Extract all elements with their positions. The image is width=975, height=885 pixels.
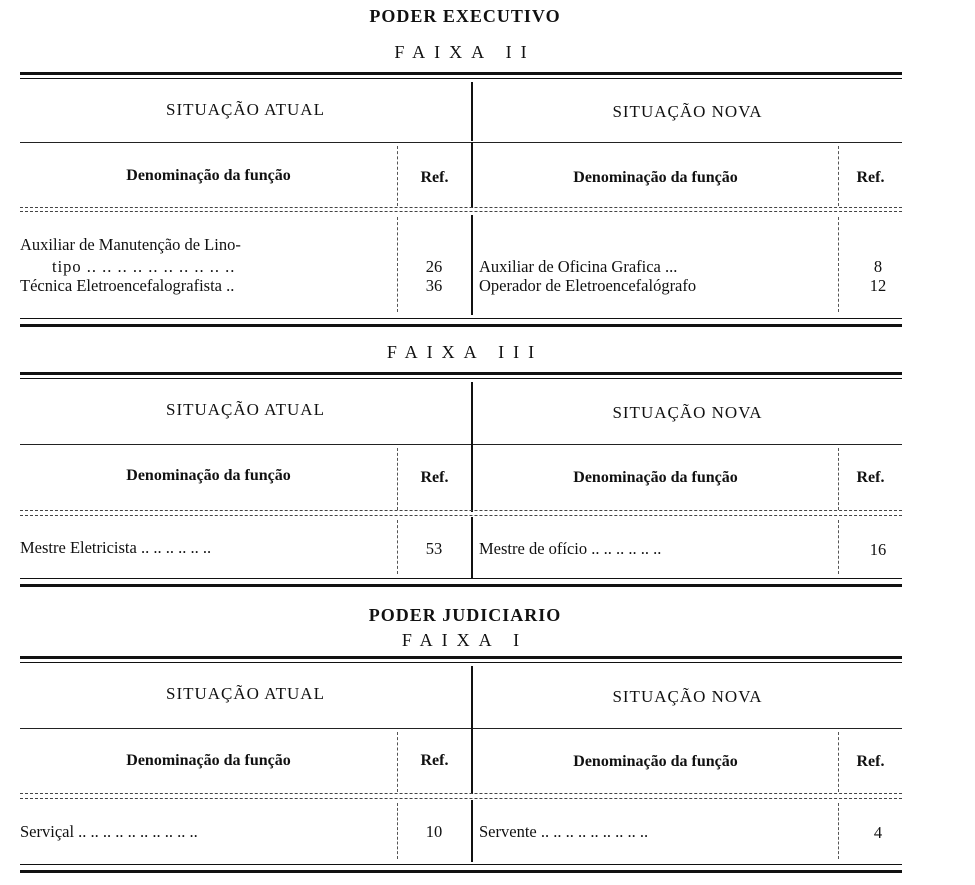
faixa-iii-heading: FAIXA III: [386, 342, 544, 362]
row-atual-funcao-cont: tipo .. .. .. .. .. .. .. .. .. ..: [52, 257, 236, 276]
header-situacao-atual: SITUAÇÃO ATUAL: [166, 684, 325, 703]
row-nova-funcao: Mestre de ofício .. .. .. .. .. ..: [479, 539, 662, 558]
col-denominacao-atual: Denominação da função: [126, 467, 291, 484]
row-nova-ref: 4: [873, 823, 883, 842]
row-atual-funcao: Técnica Eletroencefalografista ..: [20, 276, 235, 295]
col-denominacao-nova: Denominação da função: [573, 469, 738, 486]
row-nova-ref: 8: [873, 257, 883, 276]
heading-poder-executivo: PODER EXECUTIVO: [369, 6, 561, 26]
table-faixa-i: [20, 656, 902, 881]
col-ref-atual: Ref.: [420, 469, 449, 486]
col-denominacao-nova: Denominação da função: [573, 753, 738, 770]
row-nova-funcao: Servente .. .. .. .. .. .. .. .. ..: [479, 822, 649, 841]
row-atual-ref: 53: [425, 539, 443, 558]
table-faixa-iii: [20, 372, 902, 592]
row-atual-funcao: Serviçal .. .. .. .. .. .. .. .. .. ..: [20, 822, 198, 841]
row-nova-ref: 12: [869, 276, 887, 295]
faixa-i-heading: FAIXA I: [401, 630, 529, 650]
col-denominacao-nova: Denominação da função: [573, 169, 738, 186]
row-nova-funcao: Auxiliar de Oficina Grafica ...: [479, 257, 678, 276]
header-situacao-nova: SITUAÇÃO NOVA: [612, 102, 763, 121]
header-situacao-atual: SITUAÇÃO ATUAL: [166, 400, 325, 419]
row-atual-ref: 10: [425, 822, 443, 841]
col-denominacao-atual: Denominação da função: [126, 752, 291, 769]
col-ref-nova: Ref.: [856, 753, 885, 770]
col-ref-atual: Ref.: [420, 752, 449, 769]
row-atual-funcao: Mestre Eletricista .. .. .. .. .. ..: [20, 538, 212, 557]
row-nova-ref: 16: [869, 540, 887, 559]
table-faixa-ii: [20, 72, 902, 332]
header-situacao-nova: SITUAÇÃO NOVA: [612, 687, 763, 706]
col-ref-nova: Ref.: [856, 469, 885, 486]
row-nova-funcao: Operador de Eletroencefalógrafo: [479, 276, 697, 295]
faixa-ii-heading: FAIXA II: [394, 42, 536, 62]
heading-poder-judiciario: PODER JUDICIARIO: [368, 605, 562, 625]
header-situacao-nova: SITUAÇÃO NOVA: [612, 403, 763, 422]
col-denominacao-atual: Denominação da função: [126, 167, 291, 184]
row-atual-ref: 26: [425, 257, 443, 276]
col-ref-nova: Ref.: [856, 169, 885, 186]
col-ref-atual: Ref.: [420, 169, 449, 186]
row-atual-funcao: Auxiliar de Manutenção de Lino-: [20, 235, 241, 254]
row-atual-ref: 36: [425, 276, 443, 295]
header-situacao-atual: SITUAÇÃO ATUAL: [166, 100, 325, 119]
